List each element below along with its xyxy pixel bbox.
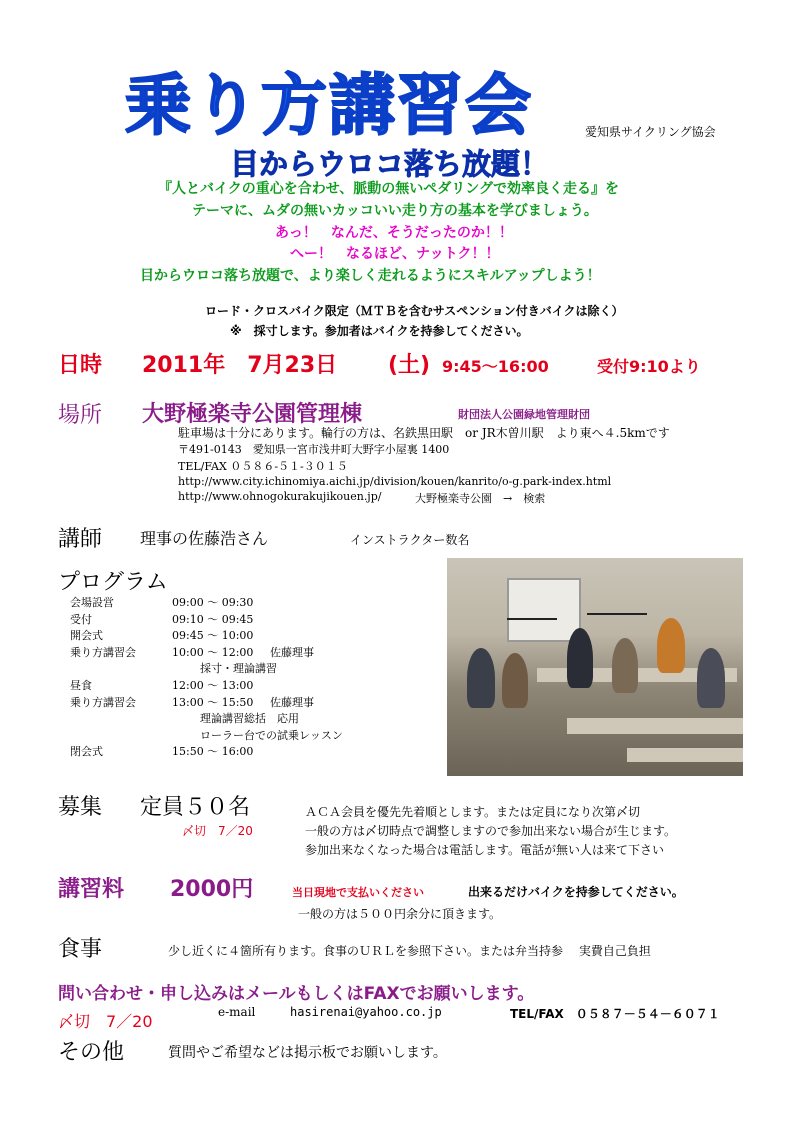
- reception-time: 受付9:10より: [597, 357, 701, 376]
- fee-amount: 2000円: [170, 877, 254, 902]
- place-label: 場所: [58, 403, 103, 428]
- program-row: ローラー台での試乗レッスン: [200, 728, 343, 742]
- program-row: 乗り方講習会 10:00 ～ 12:00 佐藤理事: [70, 645, 314, 659]
- capacity: 定員５０名: [140, 795, 251, 820]
- instructor-extra: インストラクター数名: [350, 533, 470, 547]
- recruit-deadline: 〆切 7／20: [182, 824, 253, 838]
- program-row: 理論講習総括 応用: [200, 712, 299, 726]
- event-time: 9:45～16:00: [442, 357, 549, 376]
- program-row: 乗り方講習会 13:00 ～ 15:50 佐藤理事: [70, 695, 314, 709]
- program-row: 受付 09:10 ～ 09:45: [70, 612, 254, 626]
- intro-line: へー！ なるほど、ナットク！！: [290, 246, 500, 262]
- program-row: 閉会式 15:50 ～ 16:00: [70, 745, 254, 759]
- bike-restriction-note: ロード・クロスバイク限定（ＭＴＢを含むサスペンション付きバイクは除く）: [205, 304, 624, 318]
- datetime-label: 日時: [58, 353, 103, 378]
- program-row: 昼食 12:00 ～ 13:00: [70, 678, 254, 692]
- measure-note: ※ 採寸します。参加者はバイクを持参してください。: [230, 324, 529, 338]
- parking-info: 駐車場は十分にあります。輪行の方は、名鉄黒田駅 or JR木曽川駅 より東へ４.5kmです: [178, 426, 670, 440]
- meal-text: 少し近くに４箇所有ります。食事のＵＲＬを参照下さい。または弁当持参 実費自己負担: [168, 944, 651, 958]
- email-address[interactable]: hasirenai@yahoo.co.jp: [290, 1005, 442, 1019]
- instructor-name: 理事の佐藤浩さん: [140, 529, 269, 548]
- venue-tel: TEL/FAX ０５８６-５１-３０１５: [178, 460, 348, 473]
- venue-org: 財団法人公園緑地管理財団: [458, 408, 590, 421]
- venue-url-2[interactable]: http://www.ohnogokurakujikouen.jp/: [178, 490, 382, 503]
- fee-note: 当日現地で支払いください: [292, 886, 424, 899]
- program-row: 会場設営 09:00 ～ 09:30: [70, 596, 254, 609]
- program-row: 開会式 09:45 ～ 10:00: [70, 629, 254, 643]
- venue-url-1[interactable]: http://www.city.ichinomiya.aichi.jp/division/kouen/kanrito/o-g.park-index.html: [178, 475, 612, 488]
- organizer: 愛知県サイクリング協会: [585, 125, 716, 139]
- recruit-line: 一般の方は〆切時点で調整しますので参加出来ない場合が生じます。: [305, 824, 677, 838]
- search-hint: 大野極楽寺公園 → 検索: [415, 492, 546, 505]
- other-label: その他: [58, 1040, 125, 1065]
- contact-heading: 問い合わせ・申し込みはメールもしくはFAXでお願いします。: [58, 984, 535, 1004]
- program-table: [70, 595, 343, 761]
- contact-fax: TEL/FAX ０５８７－５４－６０７１: [510, 1007, 720, 1021]
- contact-deadline: 〆切 7／20: [58, 1012, 153, 1031]
- instructor-label: 講師: [58, 527, 103, 552]
- recruit-label: 募集: [58, 795, 103, 820]
- subtitle: 目からウロコ落ち放題！: [230, 147, 550, 181]
- workshop-photo: [447, 558, 743, 776]
- general-fee-note: 一般の方は５００円余分に頂きます。: [298, 907, 502, 921]
- event-date: 2011年 7月23日: [142, 353, 338, 378]
- program-label: プログラム: [58, 570, 168, 595]
- venue-name: 大野極楽寺公園管理棟: [142, 402, 363, 427]
- recruit-line: ＡＣＡ会員を優先先着順とします。または定員になり次第〆切: [305, 805, 641, 819]
- email-label: e-mail: [218, 1005, 256, 1019]
- program-row: 採寸・理論講習: [200, 662, 277, 676]
- page-title: 乗り方講習会: [125, 67, 533, 144]
- meal-label: 食事: [58, 937, 103, 962]
- bring-bike-note: 出来るだけバイクを持参してください。: [468, 885, 684, 899]
- fee-label: 講習料: [58, 877, 125, 902]
- address: 〒491-0143 愛知県一宮市浅井町大野字小屋裏 1400: [178, 443, 450, 456]
- intro-line: あっ！ なんだ、そうだったのか！！: [275, 225, 513, 241]
- recruit-line: 参加出来なくなった場合は電話します。電話が無い人は来て下さい: [305, 843, 665, 857]
- intro-line: 目からウロコ落ち放題で、より楽しく走れるようにスキルアップしよう！: [140, 268, 601, 284]
- intro-line: 『人とバイクの重心を合わせ、脈動の無いペダリングで効率良く走る』を: [158, 181, 620, 197]
- event-weekday: (土): [388, 353, 431, 378]
- other-text: 質問やご希望などは掲示板でお願いします。: [168, 1045, 447, 1061]
- intro-line: テーマに、ムダの無いカッコいい走り方の基本を学びましょう。: [192, 203, 598, 219]
